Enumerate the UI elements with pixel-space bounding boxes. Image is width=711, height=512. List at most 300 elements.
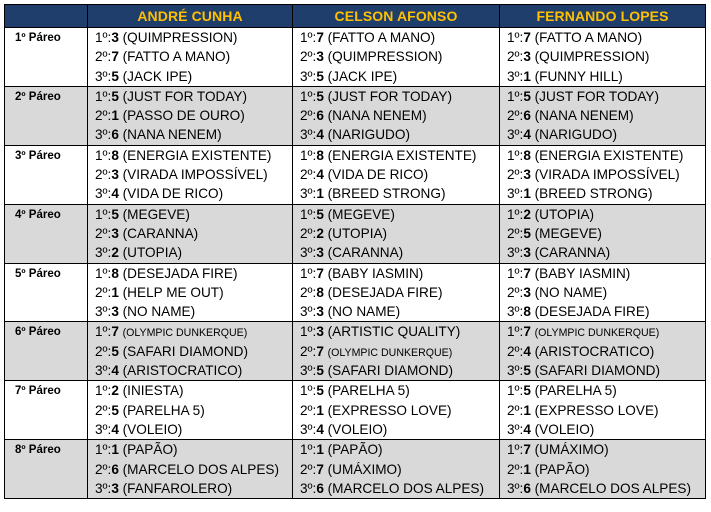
pick-line xyxy=(88,146,292,165)
position-label: 1º: xyxy=(95,206,112,222)
horse-number: 6 xyxy=(316,480,324,496)
pick-line xyxy=(293,342,499,361)
horse-name: (BREED STRONG) xyxy=(327,186,446,202)
horse-name: (QUIMPRESSION) xyxy=(534,49,650,65)
horse-name: (FANFAROLERO) xyxy=(122,480,233,496)
position-label: 1º: xyxy=(95,265,112,281)
horse-number: 3 xyxy=(316,245,324,261)
tip-cell xyxy=(88,28,293,87)
pick-line xyxy=(500,87,705,106)
horse-name: (ENERGIA EXISTENTE) xyxy=(534,147,684,163)
horse-name: (VOLEIO) xyxy=(122,421,183,437)
horse-number: 3 xyxy=(523,284,531,300)
position-label: 2º: xyxy=(300,461,317,477)
horse-name: (QUIMPRESSION) xyxy=(122,30,238,45)
horse-name: (NARIGUDO) xyxy=(327,127,410,143)
pick-line xyxy=(293,125,499,144)
position-label: 1º: xyxy=(300,88,317,104)
horse-name: (MARCELO DOS ALPES) xyxy=(534,480,692,496)
tip-cell xyxy=(500,381,706,440)
position-label: 3º: xyxy=(300,480,317,496)
horse-number: 5 xyxy=(316,68,324,84)
tip-cell xyxy=(500,204,706,263)
position-label: 1º: xyxy=(300,30,317,45)
horse-number: 3 xyxy=(111,225,119,241)
position-label: 3º: xyxy=(507,304,524,320)
pick-line xyxy=(293,440,499,459)
horse-number: 5 xyxy=(111,206,119,222)
horse-number: 6 xyxy=(111,461,119,477)
position-label: 1º: xyxy=(507,383,524,399)
pick-line xyxy=(500,106,705,125)
horse-name: (JACK IPE) xyxy=(327,68,398,84)
horse-name: (JACK IPE) xyxy=(122,68,193,84)
tip-cell xyxy=(88,381,293,440)
column-header: FERNANDO LOPES xyxy=(500,5,706,28)
horse-name: (UTOPIA) xyxy=(327,225,388,241)
horse-number: 1 xyxy=(316,402,324,418)
horse-name: (NO NAME) xyxy=(327,304,401,320)
pick-line xyxy=(500,361,705,380)
pick-line xyxy=(88,264,292,283)
header-corner xyxy=(5,5,88,28)
position-label: 2º: xyxy=(95,108,112,124)
position-label: 2º: xyxy=(507,284,524,300)
position-label: 1º: xyxy=(507,30,524,45)
horse-number: 8 xyxy=(111,265,119,281)
pick-line xyxy=(88,302,292,321)
horse-number: 3 xyxy=(316,324,324,340)
horse-name: (UMÁXIMO) xyxy=(534,442,609,458)
header-row xyxy=(5,5,706,28)
horse-name: (VOLEIO) xyxy=(327,421,388,437)
horse-number: 2 xyxy=(523,206,531,222)
horse-number: 8 xyxy=(316,284,324,300)
horse-number: 7 xyxy=(111,324,119,340)
pick-line xyxy=(293,205,499,224)
horse-number: 5 xyxy=(316,383,324,399)
pick-line xyxy=(500,224,705,243)
horse-number: 5 xyxy=(111,402,119,418)
position-label: 2º: xyxy=(300,225,317,241)
position-label: 2º: xyxy=(507,49,524,65)
horse-number: 3 xyxy=(111,480,119,496)
position-label: 1º: xyxy=(507,88,524,104)
horse-number: 4 xyxy=(316,127,324,143)
horse-name: (ARISTOCRATICO) xyxy=(122,363,243,379)
horse-number: 3 xyxy=(316,304,324,320)
horse-number: 1 xyxy=(523,402,531,418)
tip-cell xyxy=(500,263,706,322)
horse-name: (FATTO A MANO) xyxy=(122,49,231,65)
horse-number: 3 xyxy=(111,304,119,320)
tip-cell xyxy=(293,381,500,440)
horse-number: 5 xyxy=(523,363,531,379)
horse-name: (ENERGIA EXISTENTE) xyxy=(122,147,272,163)
position-label: 3º: xyxy=(507,68,524,84)
pick-line xyxy=(500,440,705,459)
pick-line xyxy=(88,361,292,380)
horse-name: (PAPÃO) xyxy=(534,461,590,477)
horse-name: (UTOPIA) xyxy=(534,206,595,222)
horse-name: (OLYMPIC DUNKERQUE) xyxy=(122,327,248,340)
horse-number: 6 xyxy=(316,108,324,124)
position-label: 2º: xyxy=(300,402,317,418)
horse-number: 7 xyxy=(523,324,531,340)
horse-name: (VIDA DE RICO) xyxy=(327,167,429,183)
pick-line xyxy=(88,165,292,184)
pick-line xyxy=(500,243,705,262)
race-row xyxy=(5,322,706,381)
position-label: 1º: xyxy=(507,206,524,222)
position-label: 1º: xyxy=(507,442,524,458)
horse-number: 7 xyxy=(523,442,531,458)
horse-number: 2 xyxy=(111,245,119,261)
pick-line xyxy=(88,283,292,302)
horse-name: (UTOPIA) xyxy=(122,245,183,261)
horse-number: 5 xyxy=(523,225,531,241)
pick-line xyxy=(500,302,705,321)
tip-cell xyxy=(293,204,500,263)
horse-number: 4 xyxy=(111,421,119,437)
horse-number: 6 xyxy=(523,480,531,496)
horse-name: (MEGEVE) xyxy=(534,225,602,241)
pick-line xyxy=(88,28,292,47)
horse-name: (VOLEIO) xyxy=(534,421,595,437)
position-label: 3º: xyxy=(95,363,112,379)
pick-line xyxy=(293,361,499,380)
position-label: 1º: xyxy=(300,324,317,340)
tip-cell xyxy=(293,322,500,381)
position-label: 3º: xyxy=(507,421,524,437)
position-label: 2º: xyxy=(507,461,524,477)
horse-number: 5 xyxy=(523,88,531,104)
horse-name: (SAFARI DIAMOND) xyxy=(122,343,249,359)
horse-name: (FUNNY HILL) xyxy=(534,68,623,84)
pick-line xyxy=(88,420,292,439)
horse-name: (ENERGIA EXISTENTE) xyxy=(327,147,477,163)
pick-line xyxy=(88,440,292,459)
race-row xyxy=(5,86,706,145)
pick-line xyxy=(88,460,292,479)
horse-number: 3 xyxy=(523,245,531,261)
horse-number: 7 xyxy=(316,265,324,281)
horse-name: (CARANNA) xyxy=(534,245,611,261)
pick-line xyxy=(500,264,705,283)
pick-line xyxy=(88,322,292,341)
tip-cell xyxy=(500,145,706,204)
pick-line xyxy=(293,106,499,125)
position-label: 1º: xyxy=(300,206,317,222)
horse-name: (EXPRESSO LOVE) xyxy=(534,402,659,418)
position-label: 3º: xyxy=(507,480,524,496)
pick-line xyxy=(500,401,705,420)
position-label: 2º: xyxy=(300,343,317,359)
pick-line xyxy=(293,283,499,302)
horse-name: (MEGEVE) xyxy=(122,206,190,222)
race-label: 8º Páreo xyxy=(5,440,88,499)
horse-number: 1 xyxy=(316,442,324,458)
horse-name: (CARANNA) xyxy=(327,245,404,261)
horse-name: (OLYMPIC DUNKERQUE) xyxy=(534,327,660,340)
position-label: 3º: xyxy=(300,68,317,84)
race-label: 4º Páreo xyxy=(5,204,88,263)
pick-line xyxy=(293,87,499,106)
horse-number: 5 xyxy=(316,363,324,379)
pick-line xyxy=(88,342,292,361)
tip-cell xyxy=(293,28,500,87)
horse-number: 5 xyxy=(111,343,119,359)
pick-line xyxy=(293,322,499,341)
position-label: 1º: xyxy=(507,147,524,163)
horse-name: (DESEJADA FIRE) xyxy=(122,265,238,281)
horse-number: 7 xyxy=(316,343,324,359)
horse-name: (NANA NENEM) xyxy=(327,108,427,124)
race-label: 6º Páreo xyxy=(5,322,88,381)
position-label: 3º: xyxy=(300,245,317,261)
position-label: 1º: xyxy=(95,30,112,45)
position-label: 2º: xyxy=(95,167,112,183)
pick-line xyxy=(88,205,292,224)
horse-number: 4 xyxy=(316,421,324,437)
horse-name: (NANA NENEM) xyxy=(534,108,634,124)
horse-name: (PARELHA 5) xyxy=(122,402,205,418)
horse-number: 4 xyxy=(523,421,531,437)
pick-line xyxy=(88,87,292,106)
horse-number: 8 xyxy=(523,304,531,320)
position-label: 2º: xyxy=(507,167,524,183)
horse-name: (UMÁXIMO) xyxy=(327,461,402,477)
pick-line xyxy=(293,264,499,283)
horse-number: 7 xyxy=(111,49,119,65)
position-label: 1º: xyxy=(507,265,524,281)
horse-name: (QUIMPRESSION) xyxy=(327,49,443,65)
horse-name: (HELP ME OUT) xyxy=(122,284,224,300)
position-label: 3º: xyxy=(300,363,317,379)
position-label: 1º: xyxy=(300,265,317,281)
horse-number: 6 xyxy=(111,127,119,143)
position-label: 2º: xyxy=(95,402,112,418)
position-label: 3º: xyxy=(507,186,524,202)
horse-number: 1 xyxy=(523,186,531,202)
pick-line xyxy=(500,283,705,302)
position-label: 2º: xyxy=(507,402,524,418)
pick-line xyxy=(293,243,499,262)
position-label: 1º: xyxy=(300,442,317,458)
tip-cell xyxy=(500,322,706,381)
horse-name: (ARISTOCRATICO) xyxy=(534,343,655,359)
horse-name: (BABY IASMIN) xyxy=(534,265,631,281)
horse-name: (BABY IASMIN) xyxy=(327,265,424,281)
horse-name: (FATTO A MANO) xyxy=(327,30,436,45)
race-label: 3º Páreo xyxy=(5,145,88,204)
position-label: 3º: xyxy=(507,363,524,379)
position-label: 3º: xyxy=(95,127,112,143)
horse-number: 6 xyxy=(523,108,531,124)
horse-number: 8 xyxy=(316,147,324,163)
horse-name: (MEGEVE) xyxy=(327,206,395,222)
position-label: 1º: xyxy=(95,383,112,399)
horse-number: 1 xyxy=(523,461,531,477)
race-label: 2º Páreo xyxy=(5,86,88,145)
pick-line xyxy=(88,184,292,203)
horse-number: 3 xyxy=(316,49,324,65)
column-header: CELSON AFONSO xyxy=(293,5,500,28)
tip-cell xyxy=(500,440,706,499)
pick-line xyxy=(500,460,705,479)
position-label: 2º: xyxy=(300,284,317,300)
horse-number: 2 xyxy=(111,383,119,399)
race-row xyxy=(5,440,706,499)
horse-name: (PAPÃO) xyxy=(122,442,178,458)
horse-number: 8 xyxy=(111,147,119,163)
pick-line xyxy=(293,401,499,420)
horse-number: 4 xyxy=(523,343,531,359)
horse-number: 1 xyxy=(111,442,119,458)
column-header: ANDRÉ CUNHA xyxy=(88,5,293,28)
race-row xyxy=(5,28,706,87)
horse-number: 5 xyxy=(316,206,324,222)
race-label: 1º Páreo xyxy=(5,28,88,87)
position-label: 3º: xyxy=(507,245,524,261)
pick-line xyxy=(88,381,292,400)
horse-name: (NARIGUDO) xyxy=(534,127,617,143)
horse-name: (JUST FOR TODAY) xyxy=(122,88,248,104)
horse-name: (DESEJADA FIRE) xyxy=(534,304,650,320)
position-label: 2º: xyxy=(300,167,317,183)
horse-number: 1 xyxy=(523,68,531,84)
pick-line xyxy=(500,47,705,66)
horse-name: (VIRADA IMPOSSÍVEL) xyxy=(122,167,268,183)
position-label: 3º: xyxy=(95,304,112,320)
position-label: 3º: xyxy=(300,421,317,437)
position-label: 3º: xyxy=(300,127,317,143)
horse-name: (FATTO A MANO) xyxy=(534,30,643,45)
horse-number: 3 xyxy=(523,49,531,65)
position-label: 3º: xyxy=(95,68,112,84)
position-label: 2º: xyxy=(300,108,317,124)
position-label: 1º: xyxy=(507,324,524,340)
position-label: 3º: xyxy=(300,304,317,320)
tip-cell xyxy=(88,440,293,499)
position-label: 2º: xyxy=(95,225,112,241)
pick-line xyxy=(88,479,292,498)
tip-cell xyxy=(88,204,293,263)
horse-name: (MARCELO DOS ALPES) xyxy=(327,480,485,496)
position-label: 1º: xyxy=(300,383,317,399)
horse-name: (MARCELO DOS ALPES) xyxy=(122,461,280,477)
position-label: 3º: xyxy=(95,480,112,496)
horse-number: 3 xyxy=(111,167,119,183)
pick-line xyxy=(88,67,292,86)
position-label: 2º: xyxy=(300,49,317,65)
position-label: 2º: xyxy=(95,49,112,65)
horse-number: 5 xyxy=(523,383,531,399)
position-label: 3º: xyxy=(95,421,112,437)
horse-name: (OLYMPIC DUNKERQUE) xyxy=(327,346,453,359)
position-label: 1º: xyxy=(95,442,112,458)
horse-number: 1 xyxy=(111,284,119,300)
horse-name: (JUST FOR TODAY) xyxy=(327,88,453,104)
horse-number: 7 xyxy=(523,265,531,281)
horse-number: 4 xyxy=(111,363,119,379)
position-label: 1º: xyxy=(95,88,112,104)
pick-line xyxy=(293,146,499,165)
horse-number: 1 xyxy=(316,186,324,202)
pick-line xyxy=(500,205,705,224)
horse-name: (VIRADA IMPOSSÍVEL) xyxy=(534,167,680,183)
position-label: 3º: xyxy=(300,186,317,202)
horse-number: 3 xyxy=(523,167,531,183)
tip-cell xyxy=(88,263,293,322)
horse-number: 3 xyxy=(111,30,119,45)
race-label: 5º Páreo xyxy=(5,263,88,322)
horse-number: 5 xyxy=(316,88,324,104)
horse-number: 7 xyxy=(316,30,324,45)
pick-line xyxy=(293,479,499,498)
pick-line xyxy=(500,28,705,47)
horse-name: (JUST FOR TODAY) xyxy=(534,88,660,104)
tip-cell xyxy=(293,440,500,499)
race-row xyxy=(5,263,706,322)
pick-line xyxy=(500,479,705,498)
position-label: 2º: xyxy=(507,343,524,359)
tip-cell xyxy=(500,86,706,145)
position-label: 2º: xyxy=(95,461,112,477)
horse-number: 5 xyxy=(111,68,119,84)
horse-number: 4 xyxy=(316,167,324,183)
horse-name: (CARANNA) xyxy=(122,225,199,241)
position-label: 3º: xyxy=(507,127,524,143)
position-label: 2º: xyxy=(507,108,524,124)
pick-line xyxy=(500,420,705,439)
tip-cell xyxy=(88,145,293,204)
pick-line xyxy=(88,243,292,262)
pick-line xyxy=(293,165,499,184)
pick-line xyxy=(500,165,705,184)
position-label: 1º: xyxy=(300,147,317,163)
tips-table xyxy=(4,4,706,499)
horse-name: (VIDA DE RICO) xyxy=(122,186,224,202)
tip-cell xyxy=(88,86,293,145)
horse-name: (PASSO DE OURO) xyxy=(122,108,245,124)
horse-number: 4 xyxy=(111,186,119,202)
horse-name: (DESEJADA FIRE) xyxy=(327,284,443,300)
horse-name: (PAPÃO) xyxy=(327,442,383,458)
pick-line xyxy=(293,28,499,47)
horse-number: 4 xyxy=(523,127,531,143)
pick-line xyxy=(500,125,705,144)
position-label: 3º: xyxy=(95,186,112,202)
pick-line xyxy=(500,184,705,203)
pick-line xyxy=(88,47,292,66)
position-label: 2º: xyxy=(507,225,524,241)
horse-number: 7 xyxy=(316,461,324,477)
horse-name: (PARELHA 5) xyxy=(327,383,410,399)
tip-cell xyxy=(293,145,500,204)
position-label: 1º: xyxy=(95,147,112,163)
pick-line xyxy=(293,67,499,86)
pick-line xyxy=(293,420,499,439)
horse-number: 2 xyxy=(316,225,324,241)
position-label: 2º: xyxy=(95,284,112,300)
horse-name: (SAFARI DIAMOND) xyxy=(327,363,454,379)
pick-line xyxy=(500,342,705,361)
pick-line xyxy=(293,224,499,243)
race-row xyxy=(5,381,706,440)
tip-cell xyxy=(88,322,293,381)
horse-name: (BREED STRONG) xyxy=(534,186,653,202)
